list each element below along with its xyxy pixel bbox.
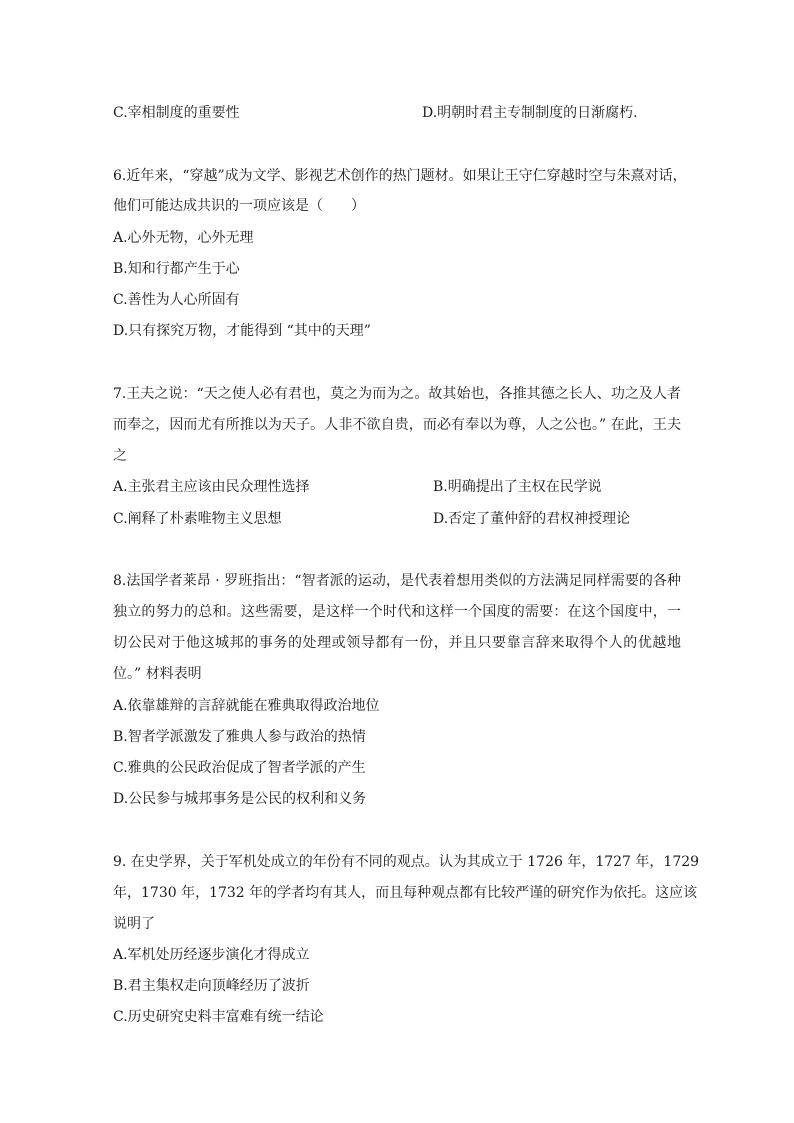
- q8-option-d: D.公民参与城邦事务是公民的权利和义务: [113, 791, 367, 807]
- q8-stem-line4: 位。” 材料表明: [113, 666, 202, 682]
- q7-option-c: C.阐释了朴素唯物主义思想: [113, 511, 282, 527]
- q9-stem-line1: 9. 在史学界，关于军机处成立的年份有不同的观点。认为其成立于 1726 年，1727 年，1729: [113, 854, 700, 870]
- q8-stem-line1: 8.法国学者莱昂 · 罗班指出：“智者派的运动，是代表着想用类似的方法满足同样需要的各种: [113, 573, 681, 589]
- q7-stem-line3: 之: [113, 448, 127, 464]
- q6-stem-line2: 他们可能达成共识的一项应该是（ ）: [113, 198, 365, 214]
- q8-stem-line2: 独立的努力的总和。这些需要，是这样一个时代和这样一个国度的需要：在这个国度中，一: [113, 604, 681, 620]
- q9-stem-line3: 说明了: [113, 916, 155, 932]
- q5-option-c: C.宰相制度的重要性: [113, 105, 240, 121]
- q9-option-a: A.军机处历经逐步演化才得成立: [113, 947, 310, 963]
- q7-option-d: D.否定了董仲舒的君权神授理论: [433, 511, 631, 527]
- q7-option-a: A.主张君主应该由民众理性选择: [113, 479, 310, 495]
- q6-option-a: A.心外无物，心外无理: [113, 230, 254, 246]
- q9-option-b: B.君主集权走向顶峰经历了波折: [113, 978, 310, 994]
- q6-option-d: D.只有探究万物，才能得到 “其中的天理”: [113, 323, 371, 339]
- q6-stem-line1: 6.近年来，“穿越”成为文学、影视艺术创作的热门题材。如果让王守仁穿越时空与朱熹对话，: [113, 168, 687, 184]
- q7-option-b: B.明确提出了主权在民学说: [433, 479, 602, 495]
- q9-option-c: C.历史研究史料丰富难有统一结论: [113, 1009, 324, 1025]
- q5-option-d: D.明朝时君主专制制度的日渐腐朽.: [422, 105, 638, 121]
- q9-stem-line2: 年，1730 年，1732 年的学者均有其人，而且每种观点都有比较严谨的研究作为依托。这应该: [113, 885, 698, 901]
- q8-option-c: C.雅典的公民政治促成了智者学派的产生: [113, 760, 366, 776]
- q7-stem-line1: 7.王夫之说：“天之使人必有君也，莫之为而为之。故其始也，各推其德之长人、功之及人者: [113, 386, 681, 402]
- q8-option-a: A.依靠雄辩的言辞就能在雅典取得政治地位: [113, 698, 380, 714]
- q6-option-b: B.知和行都产生于心: [113, 261, 240, 277]
- q8-option-b: B.智者学派激发了雅典人参与政治的热情: [113, 729, 366, 745]
- q6-option-c: C.善性为人心所固有: [113, 292, 240, 308]
- q8-stem-line3: 切公民对于他这城邦的事务的处理或领导都有一份，并且只要靠言辞来取得个人的优越地: [113, 635, 681, 651]
- q7-stem-line2: 而奉之，因而尤有所推以为天子。人非不欲自贵，而必有奉以为尊，人之公也。” 在此，王夫: [113, 417, 681, 433]
